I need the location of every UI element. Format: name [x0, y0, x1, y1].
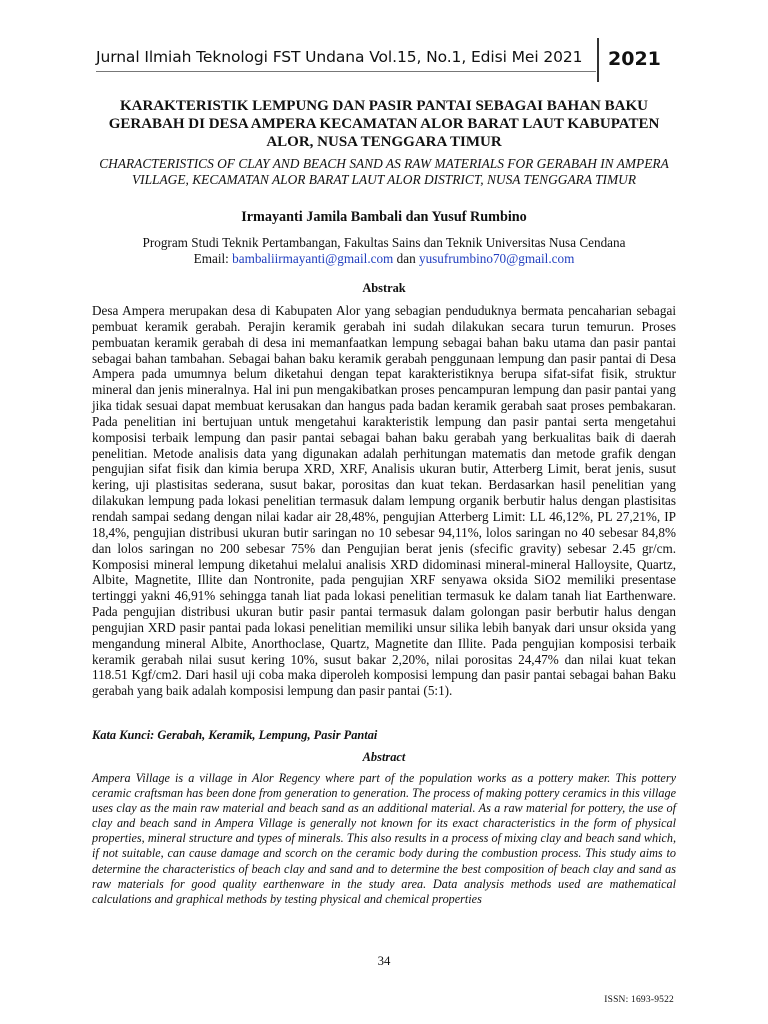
- journal-name: Jurnal Ilmiah Teknologi FST Undana Vol.15, No.1, Edisi Mei 2021: [96, 48, 583, 66]
- header-underline: [96, 71, 596, 72]
- abstract-english-heading: Abstract: [362, 750, 406, 764]
- abstract-english: Ampera Village is a village in Alor Regency where part of the population works as a pottery maker. This pottery ceramic craftsman has been done from generation to generation. The process of making pottery ceramics in this village uses clay as the main raw material and beach sand as an additional material. As a raw material for pottery, the use of clay and beach sand in Ampera Village is generally not known for its exact characteristics in the form of physical properties, mineral structure and types of minerals. This also results in a process of mixing clay and beach sand which, if not suitable, can cause damage and scorch on the ceramic body during the combustion process. This study aims to determine the characteristics of beach clay and sand and to determine the best composition of beach clay and sand as raw materials for good quality earthenware in the study area. Data analysis methods used are mathematical calculations and graphical methods by testing physical and chemical properties: [92, 771, 676, 906]
- email-line: [92, 251, 676, 267]
- journal-header: [0, 38, 768, 82]
- issn: ISSN: 1693-9522: [604, 995, 674, 1005]
- affiliation: Program Studi Teknik Pertambangan, Fakultas Sains dan Teknik Universitas Nusa Cendana: [142, 235, 626, 250]
- email-separator: dan: [393, 250, 419, 266]
- paper-title-english: CHARACTERISTICS OF CLAY AND BEACH SAND AS RAW MATERIALS FOR GERABAH IN AMPERA VILLAGE, KECAMATAN ALOR BARAT LAUT ALOR DISTRICT, NUSA TENGGARA TIMUR: [99, 156, 669, 187]
- abstract-heading: Abstrak: [362, 281, 406, 295]
- paper-title: KARAKTERISTIK LEMPUNG DAN PASIR PANTAI SEBAGAI BAHAN BAKU GERABAH DI DESA AMPERA KECAMATAN ALOR BARAT LAUT KABUPATEN ALOR, NUSA TENGGARA TIMUR: [108, 98, 660, 150]
- header-divider: [597, 38, 599, 82]
- email-label: Email:: [193, 250, 233, 266]
- email-link-2[interactable]: yusufrumbino70@gmail.com: [418, 250, 575, 266]
- keywords: Kata Kunci: Gerabah, Keramik, Lempung, Pasir Pantai: [92, 728, 378, 742]
- page-number: 34: [377, 954, 391, 968]
- affiliation-block: [92, 235, 676, 266]
- email-link-1[interactable]: bambaliirmayanti@gmail.com: [232, 250, 394, 266]
- header-year: 2021: [608, 48, 661, 70]
- authors: Irmayanti Jamila Bambali dan Yusuf Rumbino: [241, 209, 527, 225]
- abstract-indonesian: Desa Ampera merupakan desa di Kabupaten Alor yang sebagian penduduknya bermata pencaharian sebagai pembuat keramik gerabah. Perajin keramik gerabah ini sudah dilakukan secara turun temurun. Proses pembuatan keramik gerabah di desa ini memanfaatkan lempung sebagai bahan baku utama dan pasir pantai sebagai bahan tambahan. Sebagai bahan baku keramik gerabah penggunaan lempung dan pasir pantai di Desa Ampera pada umumnya belum diketahui dengan tepat karakteristiknya berupa sifat-sifat fisik, struktur mineral dan jenis mineralnya. Hal ini pun mengakibatkan proses pencampuran lempung dan pasir pantai yang jika tidak sesuai dapat membuat kerusakan dan hangus pada badan keramik gerabah saat proses pembakaran. Pada penelitian ini bertujuan untuk mengetahui karakteristik lempung dan pasir pantai serta mengetahui komposisi terbaik lempung dan pasir pantai sebagai bahan baku gerabah yang berkualitas baik di daerah penelitian. Metode analisis data yang digunakan adalah perhitungan matematis dan metode grafik dengan pengujian sifat fisik dan kimia berupa XRD, XRF, Analisis ukuran butir, Atterberg Limit, berat jenis, susut kering, uji plastisitas sederana, susut bakar, porositas dan kuat tekan. Berdasarkan hasil penelitian yang dilakukan lempung pada lokasi penelitian termasuk dalam lempung organik berbutir halus dengan plastisitas rendah sampai sedang dengan nilai kadar air 28,48%, pengujian Atterberg Limit: LL 46,12%, PL 27,21%, IP 18,4%, pengujian distribusi ukuran butir saringan no 10 sebesar 94,11%, lolos saringan no 40 sebesar 84,8% dan lolos saringan no 200 sebesar 75% dan Pengujian berat jenis (sfecific gravity) sebesar 2.45 gr/cm. Komposisi mineral lempung diketahui melalui analisis XRD didominasi mineral-mineral Halloysite, Quartz, Albite, Magnetite, Illite dan Nontronite, pada pengujian XRF senyawa oksida SiO2 memiliki presentase tertinggi yakni 46,91% sehingga tanah liat pada lokasi penelitian termasuk ke dalam tanah liat Earthenware. Pada pengujian distribusi ukuran butir pasir pantai termasuk dalam golongan pasir berbutir halus dengan pengujian XRD pasir pantai pada lokasi penelitian memiliki unsur silika lebih banyak dari unsur oksida yang mengandung mineral Albite, Anorthoclase, Quartz, Magnetite dan Illite. Pada pengujian komposisi terbaik keramik gerabah nilai susut kering 10%, susut bakar 2,20%, nilai porositas 24,47% dan nilai kuat tekan 118.51 Kgf/cm2. Dari hasil uji coba maka diperoleh komposisi lempung dan pasir pantai sebagai bahan Baku gerabah yang baik adalah komposisi lempung dan pasir pantai (5:1).: [92, 303, 676, 699]
